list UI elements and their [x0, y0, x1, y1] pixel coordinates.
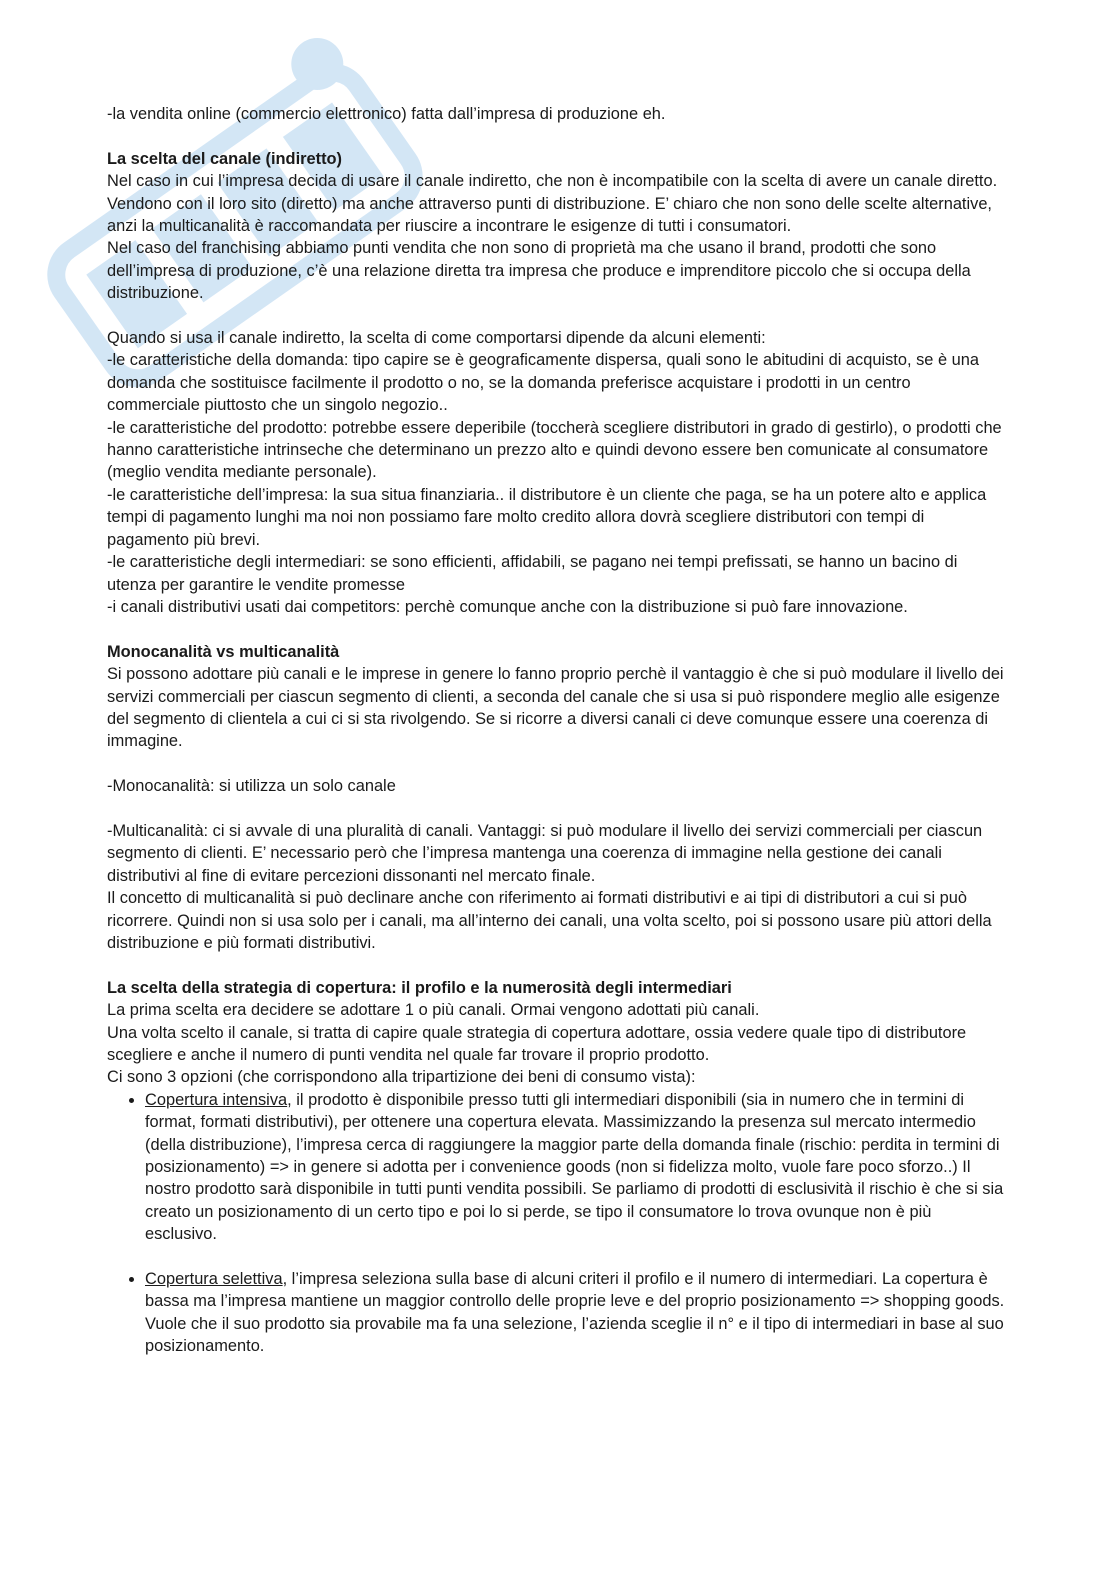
paragraph: -Monocanalità: si utilizza un solo canale [107, 777, 396, 796]
list-item-text: , l’impresa seleziona sulla base di alcuni criteri il profilo e il numero di intermediari. La copertura è bassa ma l’impresa mantiene un maggior controllo delle proprie leve e del proprio posizionamento => shopping goods. Vuole che il suo prodotto sia provabile ma fa una selezione, l’azienda sceglie il n° e il tipo di intermediari in base al suo posizionamento. [145, 1270, 1005, 1356]
paragraph: -i canali distributivi usati dai competitors: perchè comunque anche con la distribuzione si può fare innovazione. [107, 597, 908, 616]
paragraph: -le caratteristiche della domanda: tipo capire se è geograficamente dispersa, quali sono le abitudini di acquisto, se è una domanda che sostituisce facilmente il prodotto o no, se la domanda preferisce acquistare i prodotti in un centro commerciale piuttosto che un singolo negozio.. [107, 351, 979, 415]
paragraph: -le caratteristiche dell’impresa: la sua situa finanziaria.. il distributore è un cliente che paga, se ha un potere alto e applica tempi di pagamento lunghi ma noi non possiamo fare molto credito allora dovrà scegliere distributori con tempi di pagamento più brevi. [107, 485, 987, 549]
list-item [145, 1268, 1007, 1358]
bullet-list [107, 1089, 1007, 1358]
list-item-term: Copertura selettiva [145, 1270, 283, 1289]
paragraph: -le caratteristiche degli intermediari: se sono efficienti, affidabili, se pagano nei tempi prefissati, se hanno un bacino di utenza per garantire le vendite promesse [107, 553, 958, 594]
section-heading: La scelta del canale (indiretto) [107, 149, 342, 168]
paragraph: -Multicanalità: ci si avvale di una pluralità di canali. Vantaggi: si può modulare il livello dei servizi commerciali per ciascun segmento di clienti. E’ necessario però che l’impresa mantenga una coerenza di immagine nella gestione dei canali distributivi al fine di evitare percezioni dissonanti nel mercato finale. [107, 821, 983, 885]
paragraph: Quando si usa il canale indiretto, la scelta di come comportarsi dipende da alcuni elementi: [107, 329, 766, 348]
list-item-term: Copertura intensiva [145, 1090, 288, 1109]
paragraph: -le caratteristiche del prodotto: potrebbe essere deperibile (toccherà scegliere distributori in grado di gestirlo), o prodotti che hanno caratteristiche intrinseche che determinano un prezzo alto e quindi devono essere ben comunicate al consumatore (meglio vendita mediante personale). [107, 418, 1002, 482]
list-item-text: , il prodotto è disponibile presso tutti gli intermediari disponibili (sia in numero che in termini di format, formati distributivi), per ottenere una copertura elevata. Massimizzando la presenza sul mercato intermedio (della distribuzione), l’impresa cerca di raggiungere la maggior parte della domanda finale (rischio: perdita in termini di posizionamento) => in genere si adotta per i convenience goods (non si fidelizza molto, vuole fare poco sforzo..) Il nostro prodotto sarà disponibile in tutti punti vendita possibili. Se parliamo di prodotti di esclusività il rischio è che si sia creato un posizionamento di un certo tipo e poi lo si perde, se tipo il consumatore lo trova ovunque non è più esclusivo. [145, 1090, 1004, 1244]
paragraph: Ci sono 3 opzioni (che corrispondono alla tripartizione dei beni di consumo vista): [107, 1068, 696, 1087]
paragraph: Nel caso in cui l’impresa decida di usare il canale indiretto, che non è incompatibile con la scelta di avere un canale diretto. Vendono con il loro sito (diretto) ma anche attraverso punti di distribuzione. E’ chiaro che non sono delle scelte alternative, anzi la multicanalità è raccomandata per riuscire a incontrare le esigenze di tutti i consumatori. [107, 172, 998, 236]
section-heading: La scelta della strategia di copertura: il profilo e la numerosità degli intermediari [107, 978, 732, 997]
list-item [145, 1089, 1007, 1246]
paragraph: Si possono adottare più canali e le imprese in genere lo fanno proprio perchè il vantaggio è che si può modulare il livello dei servizi commerciali per ciascun segmento di clienti, a seconda del canale che si usa si può rispondere meglio alle esigenze del segmento di clientela a cui ci si sta rivolgendo. Se si ricorre a diversi canali ci deve comunque essere una coerenza di immagine. [107, 665, 1004, 751]
section-heading: Monocanalità vs multicanalità [107, 642, 340, 661]
paragraph: Nel caso del franchising abbiamo punti vendita che non sono di proprietà ma che usano il brand, prodotti che sono dell’impresa di produzione, c’è una relazione diretta tra impresa che produce e imprenditore piccolo che si occupa della distribuzione. [107, 239, 971, 303]
paragraph: Una volta scelto il canale, si tratta di capire quale strategia di copertura adottare, ossia vedere quale tipo di distributore scegliere e anche il numero di punti vendita nel quale far trovare il proprio prodotto. [107, 1023, 967, 1064]
paragraph: Il concetto di multicanalità si può declinare anche con riferimento ai formati distributivi e ai tipi di distributori a cui si può ricorrere. Quindi non si usa solo per i canali, ma all’interno dei canali, una volta scelto, poi si possono usare più attori della distribuzione e più formati distributivi. [107, 889, 992, 952]
document-page [107, 103, 1007, 1358]
paragraph: -la vendita online (commercio elettronico) fatta dall’impresa di produzione eh. [107, 105, 666, 123]
paragraph: La prima scelta era decidere se adottare 1 o più canali. Ormai vengono adottati più canali. [107, 1001, 760, 1020]
